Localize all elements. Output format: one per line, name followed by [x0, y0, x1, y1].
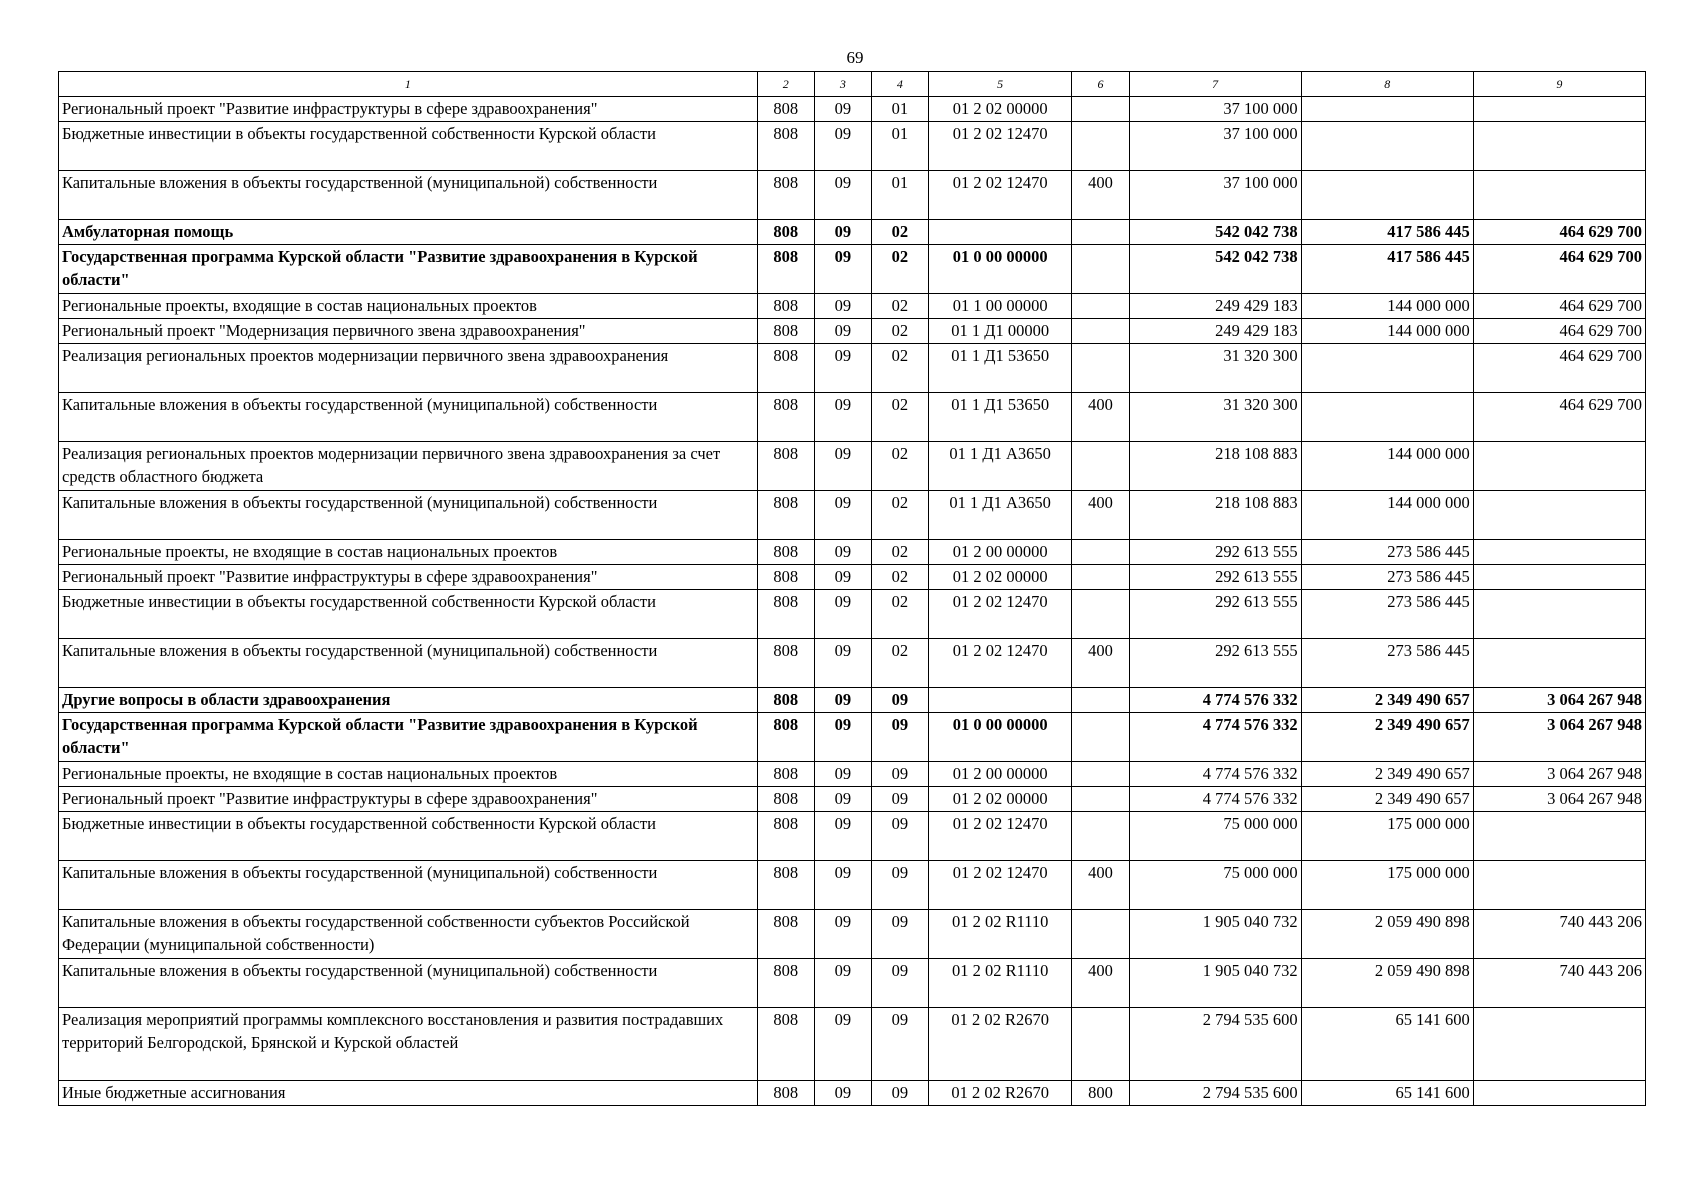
table-row	[59, 540, 1646, 565]
amount-col7: 292 613 555	[1129, 590, 1301, 639]
target-article-code: 01 2 00 00000	[928, 762, 1072, 787]
expense-type-code: 800	[1072, 1081, 1129, 1106]
target-article-code: 01 1 00 00000	[928, 294, 1072, 319]
amount-col8: 144 000 000	[1301, 319, 1473, 344]
amount-col8: 417 586 445	[1301, 245, 1473, 294]
row-name: Государственная программа Курской области "Развитие здравоохранения в Курской области"	[59, 245, 758, 294]
amount-col9	[1473, 442, 1645, 491]
amount-col8	[1301, 171, 1473, 220]
section-code: 09	[814, 590, 871, 639]
ministry-code: 808	[757, 590, 814, 639]
target-article-code: 01 2 02 R1110	[928, 910, 1072, 959]
amount-col7: 4 774 576 332	[1129, 688, 1301, 713]
expense-type-code	[1072, 762, 1129, 787]
section-code: 09	[814, 294, 871, 319]
subsection-code: 09	[871, 688, 928, 713]
amount-col9	[1473, 812, 1645, 861]
target-article-code: 01 1 Д1 53650	[928, 393, 1072, 442]
amount-col8: 65 141 600	[1301, 1081, 1473, 1106]
row-name: Бюджетные инвестиции в объекты государственной собственности Курской области	[59, 812, 758, 861]
ministry-code: 808	[757, 245, 814, 294]
expense-type-code	[1072, 220, 1129, 245]
column-header: 5	[928, 72, 1072, 97]
table-row	[59, 639, 1646, 688]
section-code: 09	[814, 442, 871, 491]
amount-col7: 292 613 555	[1129, 565, 1301, 590]
subsection-code: 09	[871, 861, 928, 910]
amount-col9	[1473, 171, 1645, 220]
amount-col8: 175 000 000	[1301, 812, 1473, 861]
row-name: Региональный проект "Развитие инфраструктуры в сфере здравоохранения"	[59, 787, 758, 812]
amount-col8: 273 586 445	[1301, 639, 1473, 688]
section-code: 09	[814, 910, 871, 959]
table-row	[59, 220, 1646, 245]
column-header: 1	[59, 72, 758, 97]
column-header: 4	[871, 72, 928, 97]
subsection-code: 09	[871, 1008, 928, 1081]
table-row	[59, 344, 1646, 393]
subsection-code: 09	[871, 910, 928, 959]
section-code: 09	[814, 762, 871, 787]
ministry-code: 808	[757, 787, 814, 812]
target-article-code: 01 2 02 12470	[928, 639, 1072, 688]
target-article-code: 01 2 02 00000	[928, 787, 1072, 812]
column-number-row	[59, 72, 1646, 97]
ministry-code: 808	[757, 565, 814, 590]
section-code: 09	[814, 688, 871, 713]
expense-type-code	[1072, 812, 1129, 861]
section-code: 09	[814, 861, 871, 910]
row-name: Капитальные вложения в объекты государственной (муниципальной) собственности	[59, 959, 758, 1008]
table-row	[59, 97, 1646, 122]
section-code: 09	[814, 245, 871, 294]
ministry-code: 808	[757, 171, 814, 220]
table-row	[59, 565, 1646, 590]
amount-col9	[1473, 590, 1645, 639]
amount-col9	[1473, 540, 1645, 565]
subsection-code: 02	[871, 220, 928, 245]
ministry-code: 808	[757, 294, 814, 319]
ministry-code: 808	[757, 319, 814, 344]
subsection-code: 02	[871, 639, 928, 688]
column-header: 9	[1473, 72, 1645, 97]
expense-type-code	[1072, 565, 1129, 590]
amount-col8: 2 059 490 898	[1301, 959, 1473, 1008]
target-article-code: 01 1 Д1 53650	[928, 344, 1072, 393]
row-name: Реализация мероприятий программы комплексного восстановления и развития пострадавших территорий Белгородской, Брянской и Курской областей	[59, 1008, 758, 1081]
amount-col7: 75 000 000	[1129, 812, 1301, 861]
expense-type-code	[1072, 442, 1129, 491]
ministry-code: 808	[757, 959, 814, 1008]
amount-col9: 3 064 267 948	[1473, 787, 1645, 812]
row-name: Государственная программа Курской области "Развитие здравоохранения в Курской области"	[59, 713, 758, 762]
budget-table	[58, 71, 1646, 1106]
amount-col8: 417 586 445	[1301, 220, 1473, 245]
row-name: Бюджетные инвестиции в объекты государственной собственности Курской области	[59, 590, 758, 639]
amount-col9	[1473, 565, 1645, 590]
row-name: Капитальные вложения в объекты государственной (муниципальной) собственности	[59, 393, 758, 442]
target-article-code: 01 1 Д1 А3650	[928, 442, 1072, 491]
amount-col7: 4 774 576 332	[1129, 787, 1301, 812]
column-header: 6	[1072, 72, 1129, 97]
amount-col7: 31 320 300	[1129, 393, 1301, 442]
expense-type-code: 400	[1072, 861, 1129, 910]
expense-type-code	[1072, 245, 1129, 294]
row-name: Амбулаторная помощь	[59, 220, 758, 245]
amount-col8: 2 349 490 657	[1301, 762, 1473, 787]
amount-col7: 2 794 535 600	[1129, 1008, 1301, 1081]
target-article-code: 01 2 02 R2670	[928, 1081, 1072, 1106]
row-name: Капитальные вложения в объекты государственной (муниципальной) собственности	[59, 491, 758, 540]
target-article-code: 01 2 02 12470	[928, 171, 1072, 220]
column-header: 2	[757, 72, 814, 97]
expense-type-code: 400	[1072, 171, 1129, 220]
row-name: Капитальные вложения в объекты государственной (муниципальной) собственности	[59, 639, 758, 688]
amount-col8: 2 349 490 657	[1301, 688, 1473, 713]
section-code: 09	[814, 491, 871, 540]
table-row	[59, 688, 1646, 713]
amount-col9	[1473, 861, 1645, 910]
table-row	[59, 122, 1646, 171]
amount-col7: 218 108 883	[1129, 491, 1301, 540]
subsection-code: 02	[871, 540, 928, 565]
amount-col7: 249 429 183	[1129, 294, 1301, 319]
subsection-code: 01	[871, 171, 928, 220]
amount-col9: 3 064 267 948	[1473, 762, 1645, 787]
amount-col9: 464 629 700	[1473, 294, 1645, 319]
target-article-code	[928, 688, 1072, 713]
expense-type-code	[1072, 319, 1129, 344]
amount-col8: 2 349 490 657	[1301, 787, 1473, 812]
table-row	[59, 294, 1646, 319]
target-article-code: 01 2 02 R2670	[928, 1008, 1072, 1081]
target-article-code: 01 1 Д1 00000	[928, 319, 1072, 344]
column-header: 3	[814, 72, 871, 97]
table-row	[59, 713, 1646, 762]
ministry-code: 808	[757, 762, 814, 787]
target-article-code: 01 2 02 12470	[928, 590, 1072, 639]
column-header: 8	[1301, 72, 1473, 97]
amount-col8	[1301, 122, 1473, 171]
amount-col9: 740 443 206	[1473, 959, 1645, 1008]
ministry-code: 808	[757, 97, 814, 122]
amount-col8	[1301, 97, 1473, 122]
row-name: Бюджетные инвестиции в объекты государственной собственности Курской области	[59, 122, 758, 171]
amount-col9	[1473, 491, 1645, 540]
subsection-code: 01	[871, 97, 928, 122]
subsection-code: 02	[871, 344, 928, 393]
row-name: Капитальные вложения в объекты государственной (муниципальной) собственности	[59, 861, 758, 910]
amount-col9	[1473, 97, 1645, 122]
table-row	[59, 861, 1646, 910]
amount-col8: 144 000 000	[1301, 442, 1473, 491]
amount-col7: 1 905 040 732	[1129, 910, 1301, 959]
subsection-code: 02	[871, 245, 928, 294]
amount-col8: 273 586 445	[1301, 565, 1473, 590]
section-code: 09	[814, 122, 871, 171]
table-row	[59, 1008, 1646, 1081]
row-name: Капитальные вложения в объекты государственной (муниципальной) собственности	[59, 171, 758, 220]
ministry-code: 808	[757, 812, 814, 861]
target-article-code: 01 1 Д1 А3650	[928, 491, 1072, 540]
subsection-code: 02	[871, 294, 928, 319]
row-name: Региональный проект "Модернизация первичного звена здравоохранения"	[59, 319, 758, 344]
section-code: 09	[814, 171, 871, 220]
section-code: 09	[814, 812, 871, 861]
target-article-code: 01 0 00 00000	[928, 245, 1072, 294]
amount-col9: 3 064 267 948	[1473, 688, 1645, 713]
amount-col7: 4 774 576 332	[1129, 762, 1301, 787]
expense-type-code	[1072, 540, 1129, 565]
amount-col7: 292 613 555	[1129, 540, 1301, 565]
table-row	[59, 319, 1646, 344]
row-name: Другие вопросы в области здравоохранения	[59, 688, 758, 713]
amount-col9: 464 629 700	[1473, 220, 1645, 245]
amount-col9: 464 629 700	[1473, 393, 1645, 442]
amount-col8: 2 349 490 657	[1301, 713, 1473, 762]
amount-col7: 1 905 040 732	[1129, 959, 1301, 1008]
ministry-code: 808	[757, 688, 814, 713]
target-article-code: 01 2 02 00000	[928, 97, 1072, 122]
subsection-code: 09	[871, 713, 928, 762]
section-code: 09	[814, 344, 871, 393]
table-row	[59, 812, 1646, 861]
row-name: Региональные проекты, входящие в состав национальных проектов	[59, 294, 758, 319]
ministry-code: 808	[757, 1081, 814, 1106]
section-code: 09	[814, 959, 871, 1008]
expense-type-code	[1072, 1008, 1129, 1081]
ministry-code: 808	[757, 491, 814, 540]
expense-type-code	[1072, 97, 1129, 122]
amount-col9: 464 629 700	[1473, 245, 1645, 294]
table-body	[59, 97, 1646, 1106]
expense-type-code: 400	[1072, 491, 1129, 540]
amount-col7: 2 794 535 600	[1129, 1081, 1301, 1106]
amount-col7: 4 774 576 332	[1129, 713, 1301, 762]
ministry-code: 808	[757, 1008, 814, 1081]
amount-col7: 292 613 555	[1129, 639, 1301, 688]
expense-type-code	[1072, 122, 1129, 171]
target-article-code: 01 0 00 00000	[928, 713, 1072, 762]
row-name: Капитальные вложения в объекты государственной собственности субъектов Российской Федерации (муниципальной собственности)	[59, 910, 758, 959]
table-row	[59, 590, 1646, 639]
amount-col8: 175 000 000	[1301, 861, 1473, 910]
subsection-code: 09	[871, 762, 928, 787]
amount-col7: 37 100 000	[1129, 122, 1301, 171]
amount-col9	[1473, 1008, 1645, 1081]
section-code: 09	[814, 1081, 871, 1106]
table-row	[59, 787, 1646, 812]
table-row	[59, 1081, 1646, 1106]
amount-col7: 249 429 183	[1129, 319, 1301, 344]
target-article-code: 01 2 00 00000	[928, 540, 1072, 565]
target-article-code: 01 2 02 R1110	[928, 959, 1072, 1008]
ministry-code: 808	[757, 442, 814, 491]
subsection-code: 02	[871, 590, 928, 639]
target-article-code: 01 2 02 12470	[928, 812, 1072, 861]
ministry-code: 808	[757, 540, 814, 565]
subsection-code: 09	[871, 812, 928, 861]
expense-type-code: 400	[1072, 639, 1129, 688]
ministry-code: 808	[757, 639, 814, 688]
row-name: Реализация региональных проектов модернизации первичного звена здравоохранения за счет средств областного бюджета	[59, 442, 758, 491]
target-article-code	[928, 220, 1072, 245]
amount-col9	[1473, 639, 1645, 688]
amount-col8	[1301, 344, 1473, 393]
amount-col9	[1473, 122, 1645, 171]
amount-col9: 3 064 267 948	[1473, 713, 1645, 762]
amount-col8: 144 000 000	[1301, 294, 1473, 319]
section-code: 09	[814, 319, 871, 344]
expense-type-code	[1072, 787, 1129, 812]
expense-type-code	[1072, 910, 1129, 959]
amount-col9: 464 629 700	[1473, 344, 1645, 393]
amount-col9: 464 629 700	[1473, 319, 1645, 344]
table-row	[59, 442, 1646, 491]
section-code: 09	[814, 393, 871, 442]
row-name: Иные бюджетные ассигнования	[59, 1081, 758, 1106]
target-article-code: 01 2 02 12470	[928, 861, 1072, 910]
amount-col7: 37 100 000	[1129, 97, 1301, 122]
ministry-code: 808	[757, 220, 814, 245]
section-code: 09	[814, 639, 871, 688]
expense-type-code	[1072, 344, 1129, 393]
expense-type-code: 400	[1072, 393, 1129, 442]
page-number: 69	[846, 48, 864, 67]
row-name: Региональный проект "Развитие инфраструктуры в сфере здравоохранения"	[59, 565, 758, 590]
ministry-code: 808	[757, 910, 814, 959]
subsection-code: 09	[871, 1081, 928, 1106]
amount-col7: 542 042 738	[1129, 220, 1301, 245]
section-code: 09	[814, 565, 871, 590]
subsection-code: 09	[871, 787, 928, 812]
subsection-code: 09	[871, 959, 928, 1008]
section-code: 09	[814, 713, 871, 762]
amount-col8: 65 141 600	[1301, 1008, 1473, 1081]
row-name: Региональные проекты, не входящие в состав национальных проектов	[59, 762, 758, 787]
amount-col8: 144 000 000	[1301, 491, 1473, 540]
amount-col9: 740 443 206	[1473, 910, 1645, 959]
amount-col7: 37 100 000	[1129, 171, 1301, 220]
section-code: 09	[814, 97, 871, 122]
row-name: Реализация региональных проектов модернизации первичного звена здравоохранения	[59, 344, 758, 393]
table-row	[59, 910, 1646, 959]
amount-col7: 31 320 300	[1129, 344, 1301, 393]
subsection-code: 02	[871, 565, 928, 590]
expense-type-code	[1072, 713, 1129, 762]
ministry-code: 808	[757, 344, 814, 393]
expense-type-code	[1072, 688, 1129, 713]
ministry-code: 808	[757, 393, 814, 442]
section-code: 09	[814, 540, 871, 565]
amount-col9	[1473, 1081, 1645, 1106]
amount-col8: 273 586 445	[1301, 540, 1473, 565]
column-header: 7	[1129, 72, 1301, 97]
expense-type-code	[1072, 294, 1129, 319]
expense-type-code	[1072, 590, 1129, 639]
amount-col7: 75 000 000	[1129, 861, 1301, 910]
amount-col8	[1301, 393, 1473, 442]
table-row	[59, 959, 1646, 1008]
amount-col8: 2 059 490 898	[1301, 910, 1473, 959]
subsection-code: 02	[871, 491, 928, 540]
subsection-code: 02	[871, 393, 928, 442]
table-row	[59, 245, 1646, 294]
ministry-code: 808	[757, 861, 814, 910]
amount-col8: 273 586 445	[1301, 590, 1473, 639]
ministry-code: 808	[757, 122, 814, 171]
target-article-code: 01 2 02 12470	[928, 122, 1072, 171]
expense-type-code: 400	[1072, 959, 1129, 1008]
subsection-code: 02	[871, 319, 928, 344]
section-code: 09	[814, 220, 871, 245]
section-code: 09	[814, 1008, 871, 1081]
subsection-code: 02	[871, 442, 928, 491]
row-name: Региональный проект "Развитие инфраструктуры в сфере здравоохранения"	[59, 97, 758, 122]
ministry-code: 808	[757, 713, 814, 762]
table-row	[59, 762, 1646, 787]
table-row	[59, 491, 1646, 540]
table-row	[59, 171, 1646, 220]
amount-col7: 218 108 883	[1129, 442, 1301, 491]
target-article-code: 01 2 02 00000	[928, 565, 1072, 590]
amount-col7: 542 042 738	[1129, 245, 1301, 294]
section-code: 09	[814, 787, 871, 812]
row-name: Региональные проекты, не входящие в состав национальных проектов	[59, 540, 758, 565]
subsection-code: 01	[871, 122, 928, 171]
table-row	[59, 393, 1646, 442]
